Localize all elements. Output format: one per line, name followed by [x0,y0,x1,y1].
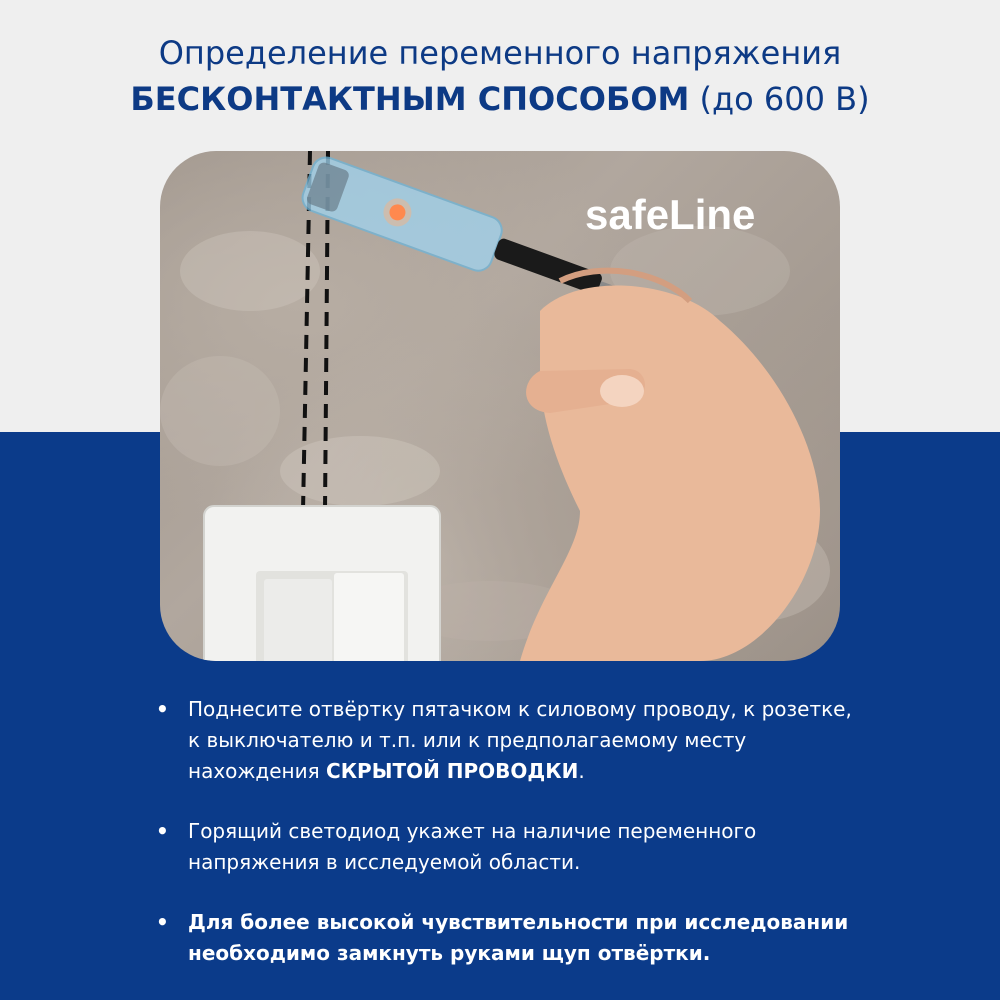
headline [0,30,1000,122]
bullet-item [156,694,856,787]
light-switch [204,506,440,661]
bullet-marker: • [156,697,169,721]
bullet-text-end: . [578,759,585,783]
bullet-marker: • [156,819,169,843]
bullet-text: Для более высокой чувствительности при исследовании необходимо замкнуть руками щуп отвёртки. [188,910,849,965]
bullet-list [156,694,856,998]
brand-logo: safeLine [585,191,756,238]
bullet-item [156,907,856,969]
photo-illustration [160,151,840,661]
headline-line1: Определение переменного напряжения [158,34,842,72]
product-photo [160,151,840,661]
bullet-text: Горящий светодиод укажет на наличие переменного напряжения в исследуемой области. [188,819,757,874]
hand [520,271,820,661]
headline-voltage: (до 600 В) [689,80,870,118]
bullet-item [156,816,856,878]
bullet-marker: • [156,910,169,934]
bullet-emphasis: СКРЫТОЙ ПРОВОДКИ [326,759,579,783]
bullet-text: Поднесите отвёртку пятачком к силовому проводу, к розетке, к выключателю и т.п. или к предполагаемому месту нахождения [188,697,852,783]
headline-line2 [0,76,1000,122]
headline-bold: БЕСКОНТАКТНЫМ СПОСОБОМ [130,80,690,118]
